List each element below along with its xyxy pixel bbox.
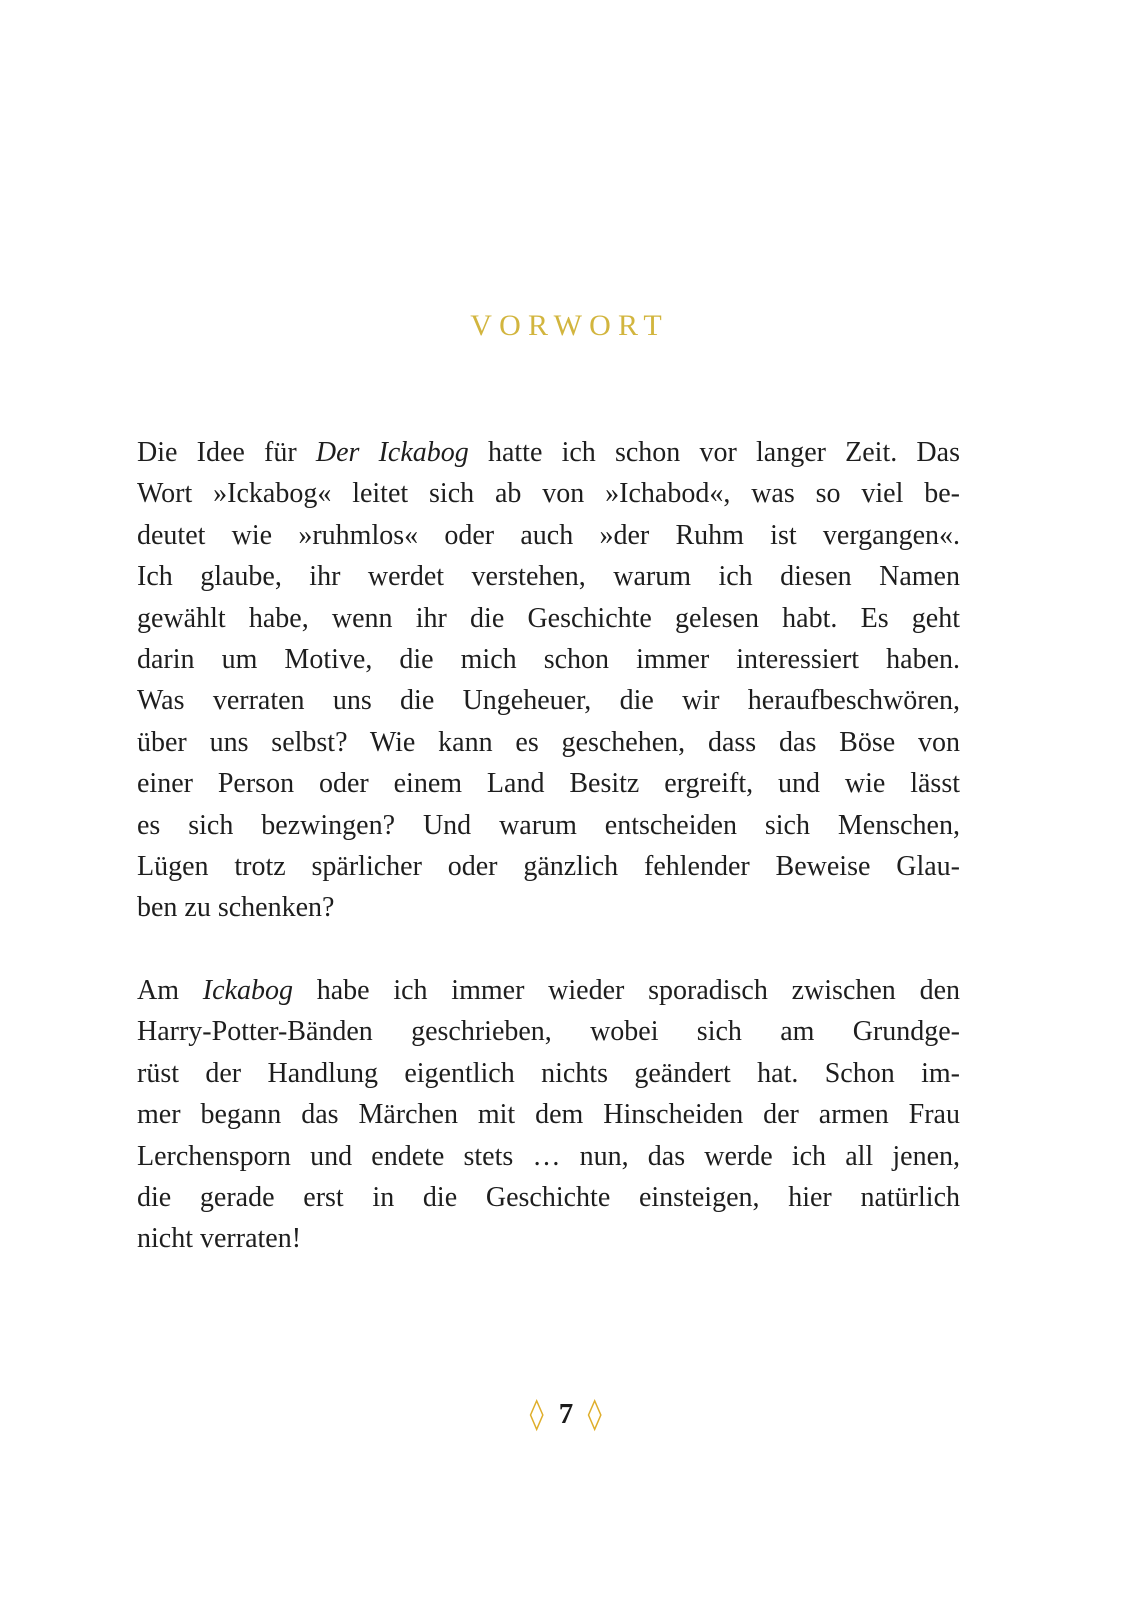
text-line: Wort »Ickabog« leitet sich ab von »Ichabod«, was so viel be-	[137, 478, 960, 510]
text-line: Die Idee für Der Ickabog hatte ich schon vor langer Zeit. Das	[137, 437, 960, 468]
chapter-title: VORWORT	[470, 309, 669, 342]
text-line: es sich bezwingen? Und warum entscheiden sich Menschen,	[137, 809, 960, 841]
text-line: einer Person oder einem Land Besitz ergreift, und wie lässt	[137, 768, 960, 800]
text-line: nicht verraten!	[137, 1223, 302, 1255]
text-line: ben zu schenken?	[137, 892, 335, 924]
text-line: Lügen trotz spärlicher oder gänzlich fehlender Beweise Glau-	[137, 851, 960, 883]
text-line: deutet wie »ruhmlos« oder auch »der Ruhm ist vergangen«.	[137, 519, 960, 551]
text-line: gewählt habe, wenn ihr die Geschichte gelesen habt. Es geht	[137, 602, 960, 634]
diamond-ornament-right-icon: ◊	[587, 1396, 602, 1432]
text-line: darin um Motive, die mich schon immer interessiert haben.	[137, 644, 960, 676]
text-line: rüst der Handlung eigentlich nichts geändert hat. Schon im-	[137, 1057, 960, 1089]
diamond-ornament-left-icon: ◊	[530, 1396, 545, 1432]
italic-book-title: Ickabog	[202, 974, 293, 1006]
paragraph	[137, 970, 960, 1260]
paragraph	[137, 432, 960, 929]
page-footer	[0, 1396, 1132, 1432]
text-line: über uns selbst? Wie kann es geschehen, dass das Böse von	[137, 726, 960, 758]
italic-book-title: Der Ickabog	[315, 437, 469, 468]
text-line: Was verraten uns die Ungeheuer, die wir heraufbeschwören,	[137, 685, 960, 717]
text-line: mer begann das Märchen mit dem Hinscheiden der armen Frau	[137, 1099, 960, 1131]
text-line: Harry-Potter-Bänden geschrieben, wobei sich am Grundge-	[137, 1016, 960, 1048]
text-line: Am Ickabog habe ich immer wieder sporadisch zwischen den	[137, 974, 960, 1006]
page-number: 7	[558, 1398, 574, 1430]
text-line: Ich glaube, ihr werdet verstehen, warum ich diesen Namen	[137, 561, 960, 593]
body-text	[137, 432, 960, 1260]
text-line: Lerchensporn und endete stets … nun, das werde ich all jenen,	[137, 1140, 960, 1172]
text-line: die gerade erst in die Geschichte einsteigen, hier natürlich	[137, 1181, 960, 1213]
